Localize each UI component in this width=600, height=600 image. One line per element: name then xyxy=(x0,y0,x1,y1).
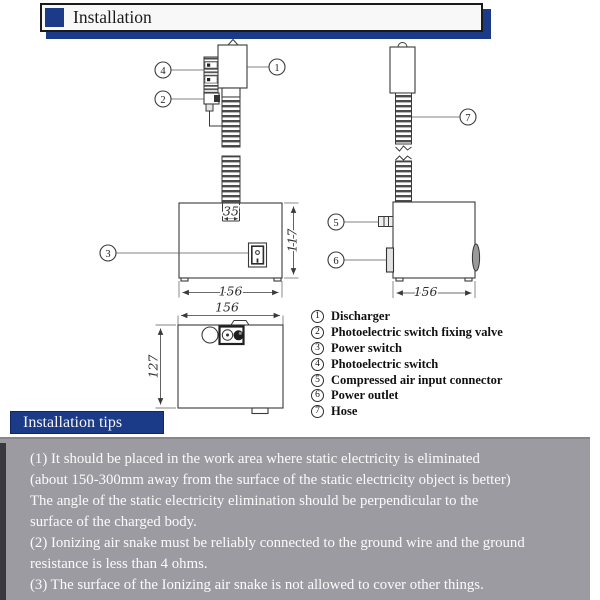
legend-number-5: 5 xyxy=(311,374,324,387)
tips-line: (2) Ionizing air snake must be reliably connected to the ground wire and the ground xyxy=(30,535,525,551)
dim-top-width-label: 156 xyxy=(215,299,239,315)
panel-left-edge xyxy=(0,443,6,600)
callout-5-number: 5 xyxy=(333,217,339,229)
dim-top-width xyxy=(178,300,283,326)
callout-7-hose xyxy=(412,109,476,125)
main-unit-front-view xyxy=(179,156,282,281)
tips-line: (about 150-300mm away from the surface of the static electricity object is better) xyxy=(30,472,511,488)
tips-panel xyxy=(0,437,590,600)
header-bullet-square xyxy=(45,8,64,27)
tips-line: (1) It should be placed in the work area where static electricity is eliminated xyxy=(30,451,480,467)
dim-nozzle-width-label: 35 xyxy=(223,203,239,219)
tips-text xyxy=(30,449,586,596)
callout-2-number: 2 xyxy=(160,94,166,106)
installation-diagram xyxy=(0,30,600,435)
dim-front-height-label: 117 xyxy=(284,228,300,253)
legend-item xyxy=(311,326,503,339)
discharger-assembly-front xyxy=(204,40,247,148)
tips-line: resistance is less than 4 ohms. xyxy=(30,556,208,572)
dim-side-width xyxy=(393,281,475,299)
callout-2-fixing-valve xyxy=(155,91,204,107)
legend-label-6: Power outlet xyxy=(331,388,399,403)
legend-label-7: Hose xyxy=(331,404,358,419)
hose-part xyxy=(222,97,240,147)
section-title: Installation xyxy=(73,7,152,27)
tips-line: The angle of the static electricity elimination should be perpendicular to the xyxy=(30,493,479,509)
legend-item xyxy=(311,389,503,402)
dim-front-width-label: 156 xyxy=(218,283,243,299)
section-header xyxy=(40,3,483,32)
dim-top-depth xyxy=(146,325,177,408)
legend-number-1: 1 xyxy=(311,310,324,323)
legend-label-5: Compressed air input connector xyxy=(331,372,503,387)
parts-legend xyxy=(311,310,503,418)
power-outlet-part xyxy=(387,248,394,272)
air-input-connector-part xyxy=(379,217,394,227)
callout-5-air-connector xyxy=(328,214,379,230)
legend-item xyxy=(311,358,503,371)
dim-side-width-label: 156 xyxy=(413,284,438,299)
legend-label-3: Power switch xyxy=(331,340,402,355)
callout-1-discharger xyxy=(247,59,285,75)
legend-item xyxy=(311,310,503,323)
callout-1-number: 1 xyxy=(274,62,280,74)
legend-item xyxy=(311,405,503,418)
tips-title: Installation tips xyxy=(23,414,123,431)
legend-label-1: Discharger xyxy=(331,309,391,323)
callout-7-number: 7 xyxy=(465,112,471,124)
legend-number-7: 7 xyxy=(311,405,324,418)
discharger-assembly-side xyxy=(390,43,415,203)
power-switch-part xyxy=(249,243,267,267)
legend-number-3: 3 xyxy=(311,342,324,355)
callout-6-number: 6 xyxy=(333,255,339,267)
callout-6-power-outlet xyxy=(328,252,387,268)
main-unit-side-view xyxy=(379,202,480,281)
tips-line: (3) The surface of the Ionizing air snake is not allowed to cover other things. xyxy=(30,577,484,593)
legend-number-4: 4 xyxy=(311,358,324,371)
legend-number-6: 6 xyxy=(311,389,324,402)
dim-front-width xyxy=(179,281,282,299)
legend-item xyxy=(311,342,503,355)
side-knob xyxy=(472,244,479,271)
legend-number-2: 2 xyxy=(311,326,324,339)
tips-line: surface of the charged body. xyxy=(30,514,197,530)
tips-header xyxy=(10,411,164,434)
callout-3-number: 3 xyxy=(105,248,111,260)
dim-top-depth-label: 127 xyxy=(145,354,161,379)
dim-front-height xyxy=(284,203,300,278)
legend-item xyxy=(311,374,503,387)
legend-label-4: Photoelectric switch xyxy=(331,356,439,371)
callout-4-number: 4 xyxy=(160,65,166,77)
callout-4-photoelectric-switch xyxy=(155,62,204,78)
main-unit-top-view xyxy=(146,300,284,414)
legend-label-2: Photoelectric switch fixing valve xyxy=(331,324,503,339)
